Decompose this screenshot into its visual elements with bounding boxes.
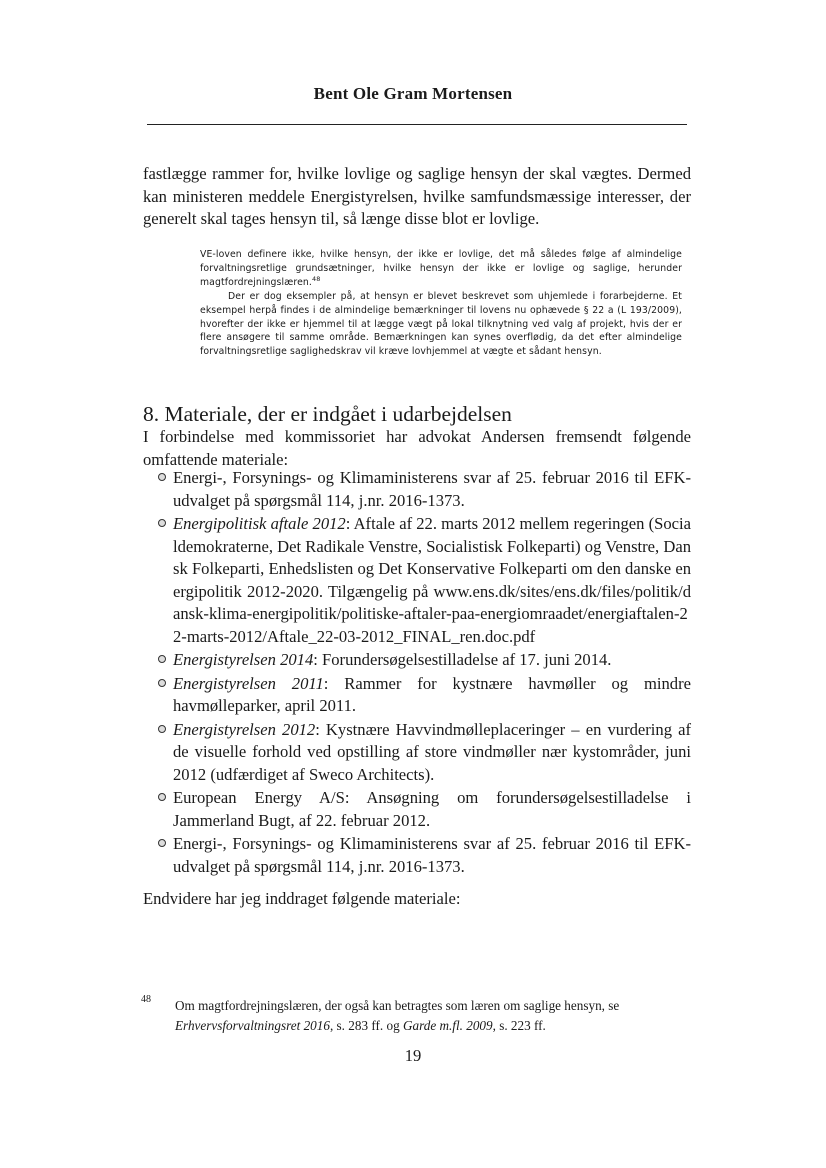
bullet-icon	[158, 679, 166, 687]
header-rule	[147, 124, 687, 125]
small-print-block	[200, 248, 682, 359]
footnote-text-a: Om magtfordrejningslæren, der også kan betragtes som læren om saglige hensyn, se	[175, 998, 620, 1013]
list-item-italic-title: Energistyrelsen 2011	[173, 673, 324, 693]
section-intro: I forbindelse med kommissoriet har advokat Andersen fremsendt følgende omfattende materiale:	[143, 427, 691, 469]
running-header-author: Bent Ole Gram Mortensen	[313, 84, 513, 103]
list-item	[157, 787, 691, 832]
list-item	[157, 513, 691, 648]
footnote-ref-48[interactable]: 48	[311, 274, 321, 283]
list-item	[157, 467, 691, 512]
list-item-italic-title: Energistyrelsen 2014	[173, 650, 314, 669]
small-print-paragraph-1-text: VE-loven definere ikke, hvilke hensyn, der ikke er lovlige, det må således følge af almindelige forvaltningsretlige grundsætninger, hvilke hensyn der ikke er lovlige og saglige, herunder magtfordrejningslæren.	[200, 249, 682, 288]
footnote-citation-a: Erhvervsforvaltningsret 2016	[175, 1018, 330, 1033]
list-item-text: : Rammer for kystnære havmøller og mindre havmølleparker, april 2011.	[173, 673, 691, 715]
list-item	[157, 719, 691, 787]
bullet-icon	[158, 793, 166, 801]
body-paragraph-3: Endvidere har jeg inddraget følgende materiale:	[143, 889, 461, 908]
small-print-paragraph-1	[200, 248, 682, 290]
page-number: 19	[404, 1046, 422, 1065]
list-item-text: : Kystnære Havvindmølleplaceringer – en vurdering af de visuelle forhold ved opstilling af store vindmøller nær kystområder, juni 2012 (udfærdiget af Sweco Architects).	[173, 719, 691, 784]
footnote-citation-b: Garde m.fl. 2009	[402, 1018, 493, 1033]
list-item-italic-title: Energipolitisk aftale 2012	[173, 514, 346, 533]
bullet-icon	[158, 725, 166, 733]
bullet-icon	[158, 839, 166, 847]
footnote-text-c: , s. 223 ff.	[492, 1018, 546, 1033]
bullet-icon	[158, 519, 166, 527]
list-item	[157, 649, 691, 672]
list-item-text: Energi-, Forsynings- og Klimaministerens svar af 25. februar 2016 til EFK-udvalget på spørgsmål 114, j.nr. 2016-1373.	[173, 468, 691, 510]
bullet-icon	[158, 655, 166, 663]
footnote-text-b: , s. 283 ff. og	[329, 1018, 403, 1033]
list-item	[157, 833, 691, 878]
list-item-text: Energi-, Forsynings- og Klimaministerens svar af 25. februar 2016 til EFK-udvalget på spørgsmål 114, j.nr. 2016-1373.	[173, 834, 691, 876]
section-heading: 8. Materiale, der er indgået i udarbejdelsen	[143, 402, 512, 426]
small-print-paragraph-2: Der er dog eksempler på, at hensyn er blevet beskrevet som uhjemlede i forarbejderne. Et eksempel herpå findes i de almindelige bemærkninger til lovens nu ophævede § 22 a (L 193/2009), hvorefter der ikke er hjemmel til at lægge vægt på lokal tilknytning ved valg af projekt, hvis der er flere ansøgere til samme område. Bemærkningen kan synes overflødig, da det efter almindelige forvaltningsretlige saglighedskrav vil kræve lovhjemmel at vægte et sådant hensyn.	[200, 290, 682, 358]
footnote-text	[143, 996, 691, 1036]
material-list	[157, 467, 691, 879]
bullet-icon	[158, 473, 166, 481]
list-item-text: European Energy A/S: Ansøgning om forundersøgelsestilladelse i Jammerland Bugt, af 22. februar 2012.	[173, 788, 691, 830]
list-item-text: : Aftale af 22. marts 2012 mellem regeringen (Socialdemokraterne, Det Radikale Venstre, Socialistisk Folkeparti) og Venstre, Dansk Folkeparti, Enhedslisten og Det Konservative Folkeparti om den danske energipolitik 2012-2020. Tilgængelig på www.ens.dk/sites/ens.dk/files/politik/dansk-klima-energipolitik/politiske-aftaler-paa-energiomraadet/energiaftalen-22-marts-2012/Aftale_22-03-2012_FINAL_ren.doc.pdf	[173, 514, 691, 646]
footnote-number: 48	[141, 994, 151, 1005]
body-paragraph-1: fastlægge rammer for, hvilke lovlige og saglige hensyn der skal vægtes. Dermed kan ministeren meddele Energistyrelsen, hvilke samfundsmæssige interesser, der generelt skal tages hensyn til, så længe disse blot er lovlige.	[143, 164, 691, 228]
list-item-italic-title: Energistyrelsen 2012	[173, 719, 316, 739]
footnote-48	[143, 996, 691, 1036]
list-item	[157, 673, 691, 718]
list-item-text: : Forundersøgelsestilladelse af 17. juni 2014.	[313, 650, 612, 669]
